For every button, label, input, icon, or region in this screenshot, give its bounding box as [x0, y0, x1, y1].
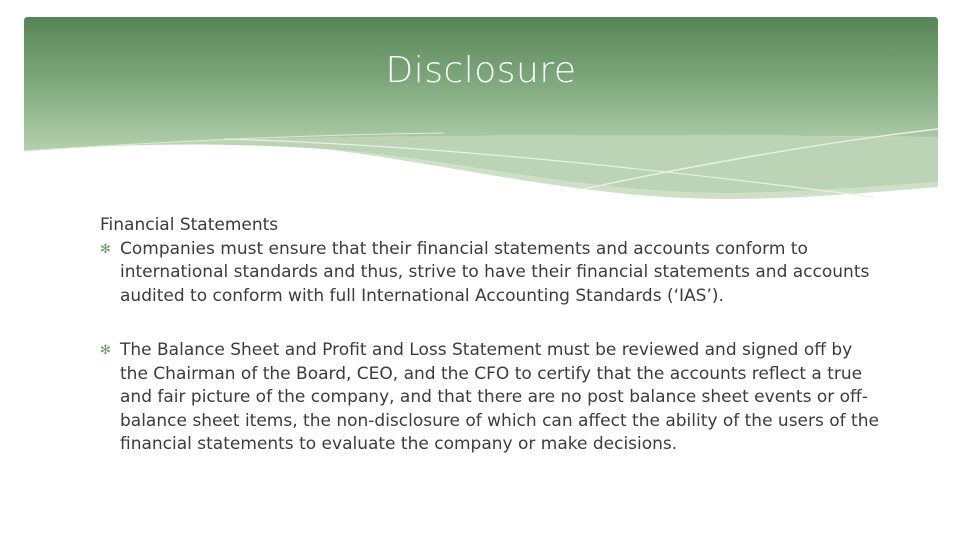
header-background — [24, 17, 938, 207]
slide-title: Disclosure — [385, 50, 577, 91]
bullet-text: The Balance Sheet and Profit and Loss Statement must be reviewed and signed off by the Chairman of the Board, CEO, and the CFO to certify that the accounts reflect a true and fair picture of the company, and that there are no post balance sheet events or off-balance sheet items, the non-disclosure of which can affect the ability of the users of the financial statements to evaluate the company or make decisions. — [120, 340, 879, 454]
bullet-item — [100, 339, 880, 457]
slide-content — [100, 214, 880, 457]
asterisk-bullet-icon: ✻ — [100, 241, 111, 257]
bullet-text: Companies must ensure that their financial statements and accounts conform to international standards and thus, strive to have their financial statements and accounts audited to conform with full International Accounting Standards (‘IAS’). — [120, 238, 870, 306]
asterisk-bullet-icon: ✻ — [100, 343, 111, 358]
bullet-item — [100, 238, 880, 309]
header-band — [24, 17, 938, 207]
section-heading: Financial Statements — [100, 215, 279, 235]
